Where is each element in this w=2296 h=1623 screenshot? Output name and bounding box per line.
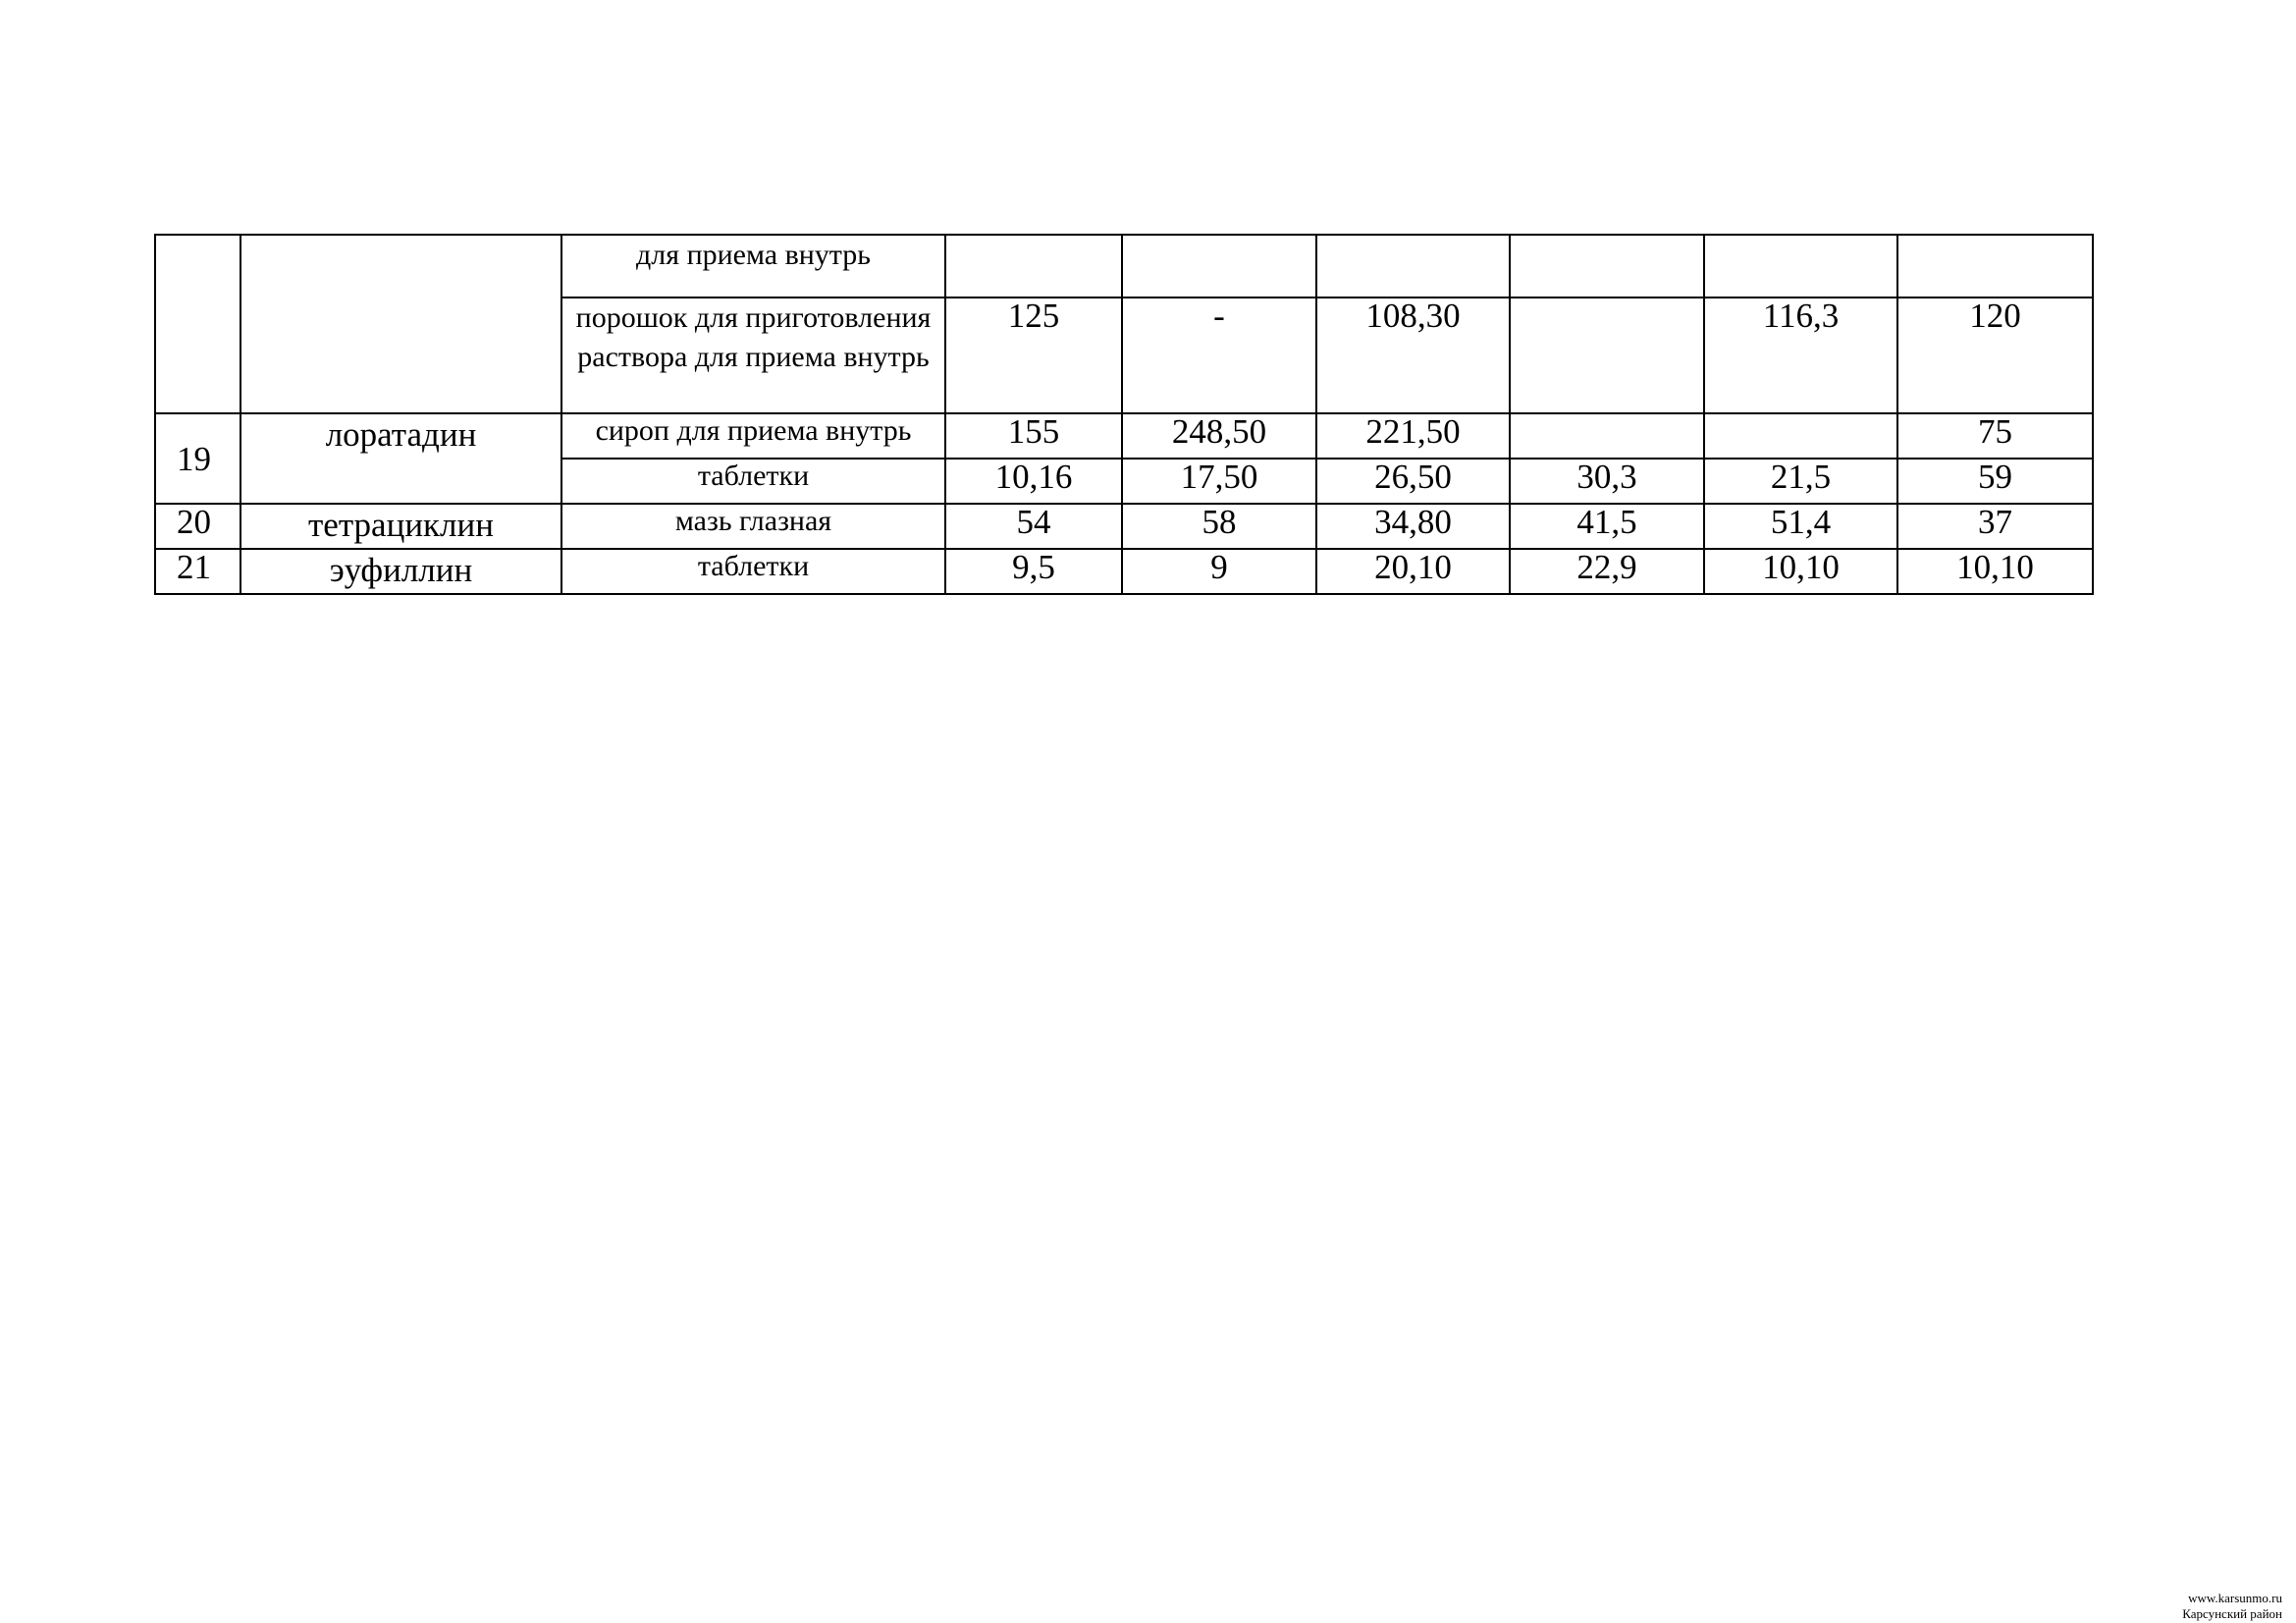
price-cell: 155 — [945, 413, 1122, 459]
price-cell: 59 — [1897, 459, 2093, 504]
price-cell: 221,50 — [1316, 413, 1510, 459]
dosage-form-cell: мазь глазная — [561, 504, 945, 549]
drug-name-cell: лоратадин — [240, 413, 561, 504]
page-footer — [2182, 1591, 2282, 1622]
price-cell: 37 — [1897, 504, 2093, 549]
row-index: 20 — [177, 503, 211, 541]
drug-name-cell: эуфиллин — [240, 549, 561, 594]
table-row — [155, 504, 2093, 549]
price-cell: 41,5 — [1510, 504, 1704, 549]
price-cell: 10,16 — [945, 459, 1122, 504]
price-cell — [1510, 413, 1704, 459]
footer-site-link[interactable]: www.karsunmo.ru — [2188, 1591, 2282, 1605]
price-cell: 54 — [945, 504, 1122, 549]
dosage-form-cell: порошок для приготовления раствора для приема внутрь — [561, 298, 945, 413]
price-cell: - — [1122, 298, 1316, 413]
price-cell — [945, 235, 1122, 298]
price-cell: 9,5 — [945, 549, 1122, 594]
price-cell — [1704, 413, 1897, 459]
drug-name-cell: тетрациклин — [240, 504, 561, 549]
price-cell: 9 — [1122, 549, 1316, 594]
price-cell — [1316, 235, 1510, 298]
drug-price-table — [154, 234, 2094, 595]
price-cell — [1510, 235, 1704, 298]
price-cell: 75 — [1897, 413, 2093, 459]
dosage-form-cell: таблетки — [561, 549, 945, 594]
price-cell: 51,4 — [1704, 504, 1897, 549]
footer-region: Карсунский район — [2182, 1606, 2282, 1621]
price-cell: 34,80 — [1316, 504, 1510, 549]
price-cell: 120 — [1897, 298, 2093, 413]
row-index-cell — [155, 549, 240, 594]
price-cell: 10,10 — [1704, 549, 1897, 594]
price-cell: 20,10 — [1316, 549, 1510, 594]
dosage-form-cell: сироп для приема внутрь — [561, 413, 945, 459]
price-cell: 17,50 — [1122, 459, 1316, 504]
price-cell: 21,5 — [1704, 459, 1897, 504]
price-cell: 26,50 — [1316, 459, 1510, 504]
price-cell: 58 — [1122, 504, 1316, 549]
row-index-cell — [155, 413, 240, 504]
row-index-cell — [155, 504, 240, 549]
row-index: 21 — [177, 548, 211, 586]
table-row — [155, 235, 2093, 298]
drug-name-cell — [240, 235, 561, 413]
row-index: 19 — [177, 439, 211, 478]
table-row — [155, 549, 2093, 594]
price-cell: 116,3 — [1704, 298, 1897, 413]
dosage-form-cell: для приема внутрь — [561, 235, 945, 298]
price-cell — [1122, 235, 1316, 298]
price-cell: 10,10 — [1897, 549, 2093, 594]
table-row — [155, 413, 2093, 459]
price-cell: 248,50 — [1122, 413, 1316, 459]
price-cell: 22,9 — [1510, 549, 1704, 594]
price-cell — [1510, 298, 1704, 413]
price-cell: 108,30 — [1316, 298, 1510, 413]
dosage-form-cell: таблетки — [561, 459, 945, 504]
price-cell — [1704, 235, 1897, 298]
price-cell: 125 — [945, 298, 1122, 413]
row-index-cell — [155, 235, 240, 413]
price-cell — [1897, 235, 2093, 298]
price-cell: 30,3 — [1510, 459, 1704, 504]
